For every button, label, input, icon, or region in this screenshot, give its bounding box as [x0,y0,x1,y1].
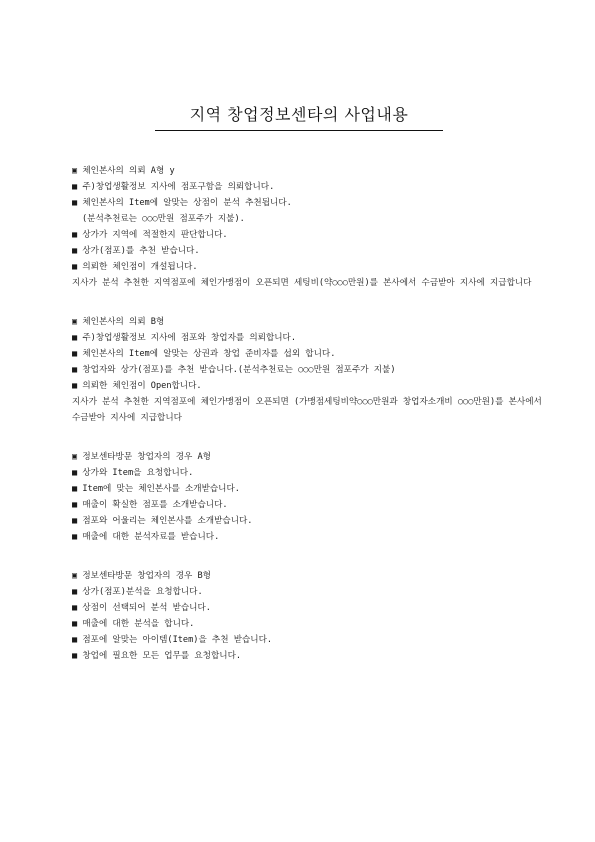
list-item: ■ 주)창업생활정보 지사에 점포와 창업자를 의뢰합니다. [72,333,297,343]
list-item: ■ 점포와 어울리는 체인본사를 소개받습니다. [72,516,253,526]
list-item: ■ 체인본사의 Item에 알맞는 상점이 분석 추천됩니다. [72,198,292,208]
list-item: ■ 체인본사의 Item에 알맞는 상권과 창업 준비자를 섭외 합니다. [72,349,336,359]
list-item: ■ 상가가 지역에 적절한지 판단합니다. [72,230,228,240]
list-item: ■ Item에 맞는 체인본사를 소개받습니다. [72,484,240,494]
section-paragraph: 지사가 분석 추천한 지역점포에 체인가맹점이 오픈되면 세팅비(약○○○만원)를 본사에서 수금받아 지사에 지급합니다 [72,278,532,288]
section-heading: ▣ 정보센타방문 창업자의 경우 B형 [72,571,211,581]
list-item: ■ 매출에 대한 분석을 합니다. [72,619,195,629]
section-visitor-b [72,568,542,664]
section-paragraph: 지사가 분석 추천한 지역점포에 체인가맹점이 오픈되면 (가맹점세팅비약○○○만원과 창업자소개비 ○○○만원)를 본사에서 수금받아 지사에 지급합니다 [72,397,542,423]
page-title: 지역 창업정보센타의 사업내용 [189,105,409,124]
section-heading: ▣ 정보센타방문 창업자의 경우 A형 [72,452,211,462]
list-item: ■ 의뢰한 체인점이 Open합니다. [72,381,202,391]
list-item: ■ 상가와 Item을 요청합니다. [72,468,194,478]
list-item: ■ 상가(점포)분석을 요청합니다. [72,587,203,597]
section-visitor-a [72,449,542,545]
section-heading: ▣ 체인본사의 의뢰 B형 [72,317,165,327]
list-item: ■ 의뢰한 체인점이 개설됩니다. [72,262,198,272]
list-item: ■ 주)창업생활정보 지사에 점포구함을 의뢰합니다. [72,182,275,192]
list-item: ■ 상점이 선택되어 분석 받습니다. [72,603,211,613]
list-item-note: (분석추천료는 ○○○만원 점포주가 지불). [82,214,245,224]
section-chain-request-a [72,163,542,291]
section-chain-request-b [72,314,542,426]
list-item: ■ 상가(점포)를 추천 받습니다. [72,246,200,256]
title-block [155,104,443,126]
list-item: ■ 창업자와 상가(점포)를 추천 받습니다.(분석추천료는 ○○○만원 점포주가 지불) [72,365,396,375]
list-item: ■ 매출에 대한 분석자료를 받습니다. [72,532,220,542]
section-heading: ▣ 체인본사의 의뢰 A형 y [72,166,175,176]
title-underline [155,130,443,131]
list-item: ■ 점포에 알맞는 아이템(Item)을 추천 받습니다. [72,635,273,645]
document-body [72,163,542,687]
list-item: ■ 매출이 확실한 점포를 소개받습니다. [72,500,228,510]
list-item: ■ 창업에 필요한 모든 업무를 요청합니다. [72,651,242,661]
